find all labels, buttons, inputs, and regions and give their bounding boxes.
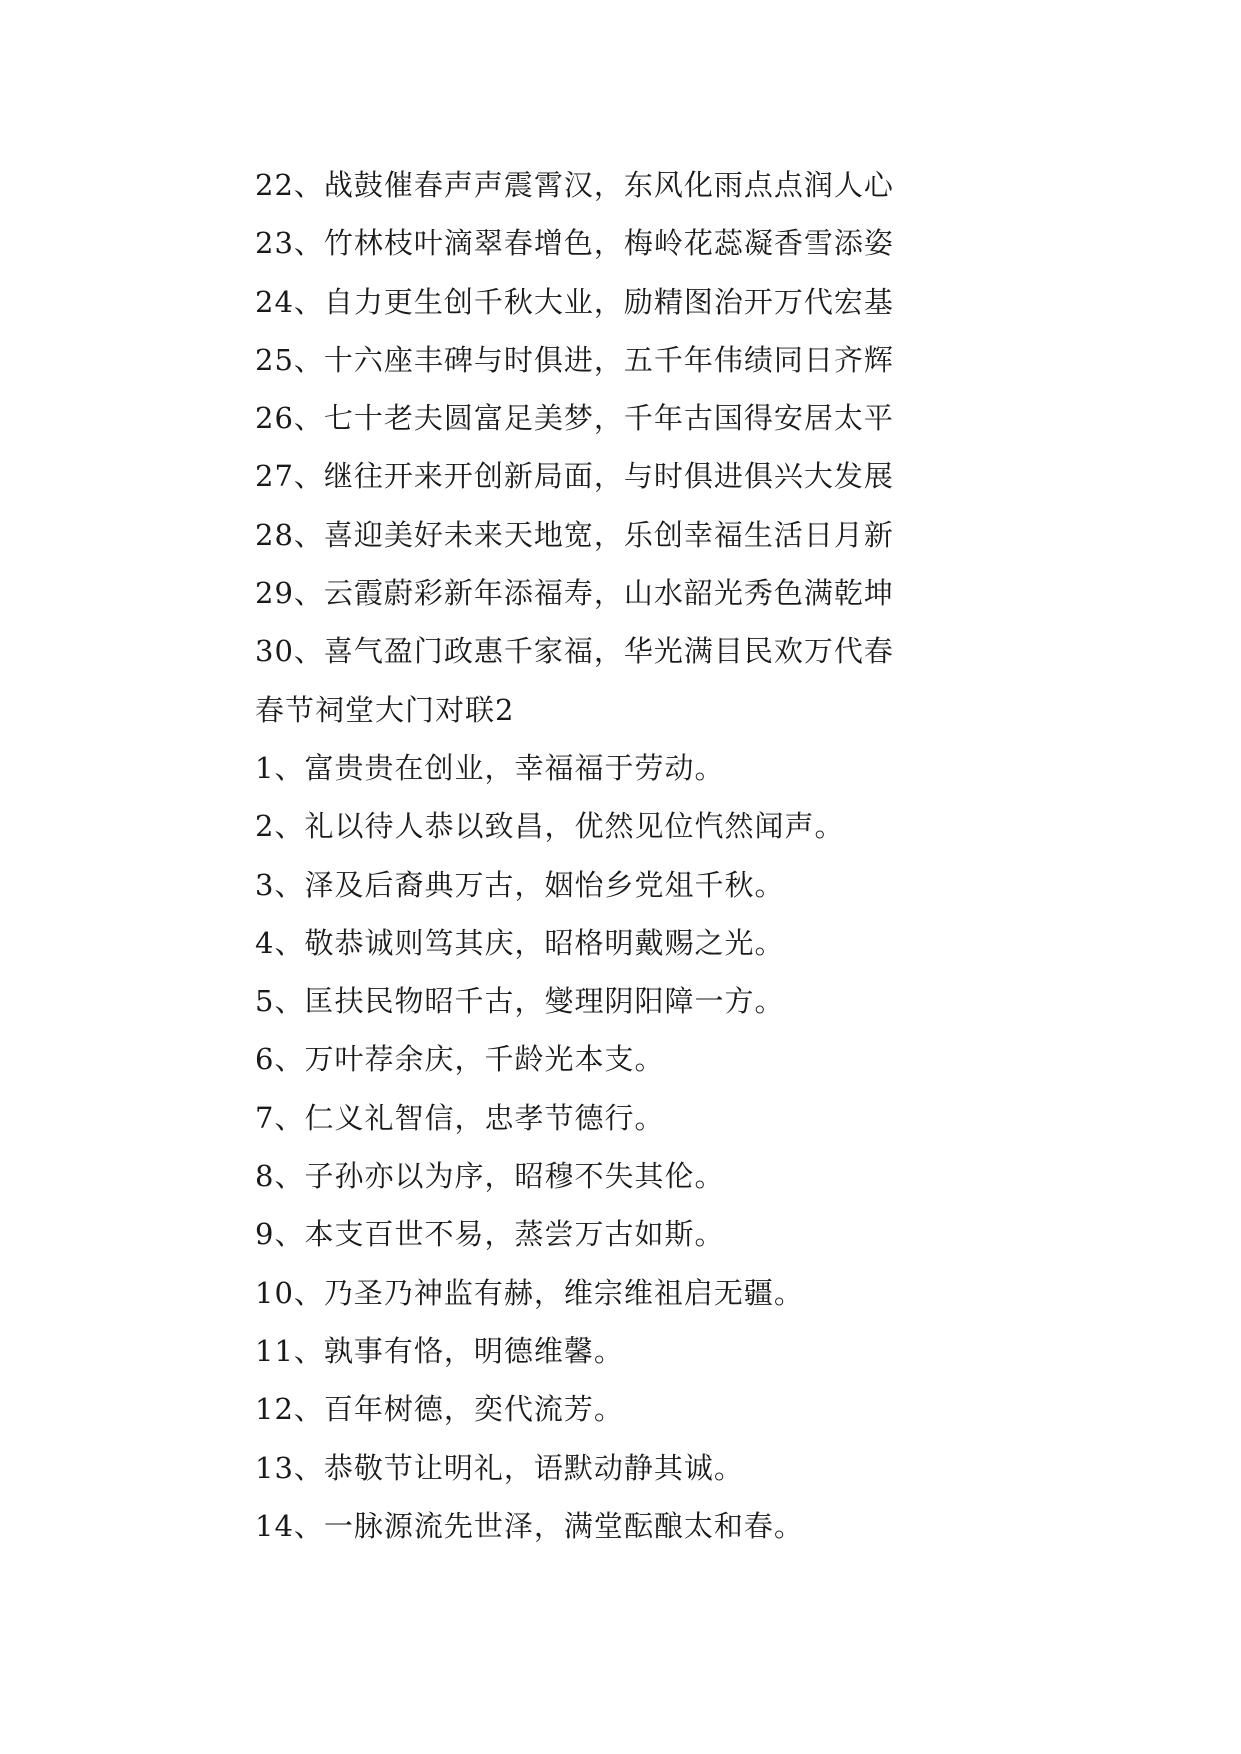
text-line: 13、恭敬节让明礼，语默动静其诚。 bbox=[255, 1450, 744, 1485]
text-line: 5、匡扶民物昭千古，燮理阴阳障一方。 bbox=[255, 984, 785, 1019]
text-line: 8、子孙亦以为序，昭穆不失其伦。 bbox=[255, 1159, 725, 1194]
text-line: 30、喜气盈门政惠千家福，华光满目民欢万代春 bbox=[255, 634, 894, 669]
text-line: 10、乃圣乃神监有赫，维宗维祖启无疆。 bbox=[255, 1275, 804, 1310]
text-line: 27、继往开来开创新局面，与时俱进俱兴大发展 bbox=[255, 459, 894, 494]
text-line: 11、孰事有恪，明德维馨。 bbox=[255, 1333, 624, 1368]
text-line: 28、喜迎美好未来天地宽，乐创幸福生活日月新 bbox=[255, 517, 894, 552]
text-line: 23、竹林枝叶滴翠春增色，梅岭花蕊凝香雪添姿 bbox=[255, 226, 894, 261]
text-line: 4、敬恭诚则笃其庆，昭格明戴赐之光。 bbox=[255, 925, 785, 960]
text-line: 29、云霞蔚彩新年添福寿，山水韶光秀色满乾坤 bbox=[255, 576, 894, 611]
text-line: 9、本支百世不易，蒸尝万古如斯。 bbox=[255, 1217, 725, 1252]
section-heading: 春节祠堂大门对联2 bbox=[255, 692, 515, 727]
text-line: 3、泽及后裔典万古，姻怡乡党俎千秋。 bbox=[255, 867, 785, 902]
text-line: 14、一脉源流先世泽，满堂酝酿太和春。 bbox=[255, 1508, 804, 1543]
text-line: 22、战鼓催春声声震霄汉，东风化雨点点润人心 bbox=[255, 168, 894, 202]
text-line: 12、百年树德，奕代流芳。 bbox=[255, 1392, 624, 1427]
text-line: 6、万叶荐余庆，千龄光本支。 bbox=[255, 1042, 665, 1077]
text-line: 2、礼以待人恭以致昌，优然见位忾然闻声。 bbox=[255, 809, 845, 844]
text-line: 25、十六座丰碑与时俱进，五千年伟绩同日齐辉 bbox=[255, 342, 894, 377]
text-line: 24、自力更生创千秋大业，励精图治开万代宏基 bbox=[255, 284, 894, 319]
text-block bbox=[255, 156, 1015, 1555]
text-line: 7、仁义礼智信，忠孝节德行。 bbox=[255, 1100, 665, 1135]
text-line: 1、富贵贵在创业，幸福福于劳动。 bbox=[255, 750, 725, 785]
text-line: 26、七十老夫圆富足美梦，千年古国得安居太平 bbox=[255, 401, 894, 436]
